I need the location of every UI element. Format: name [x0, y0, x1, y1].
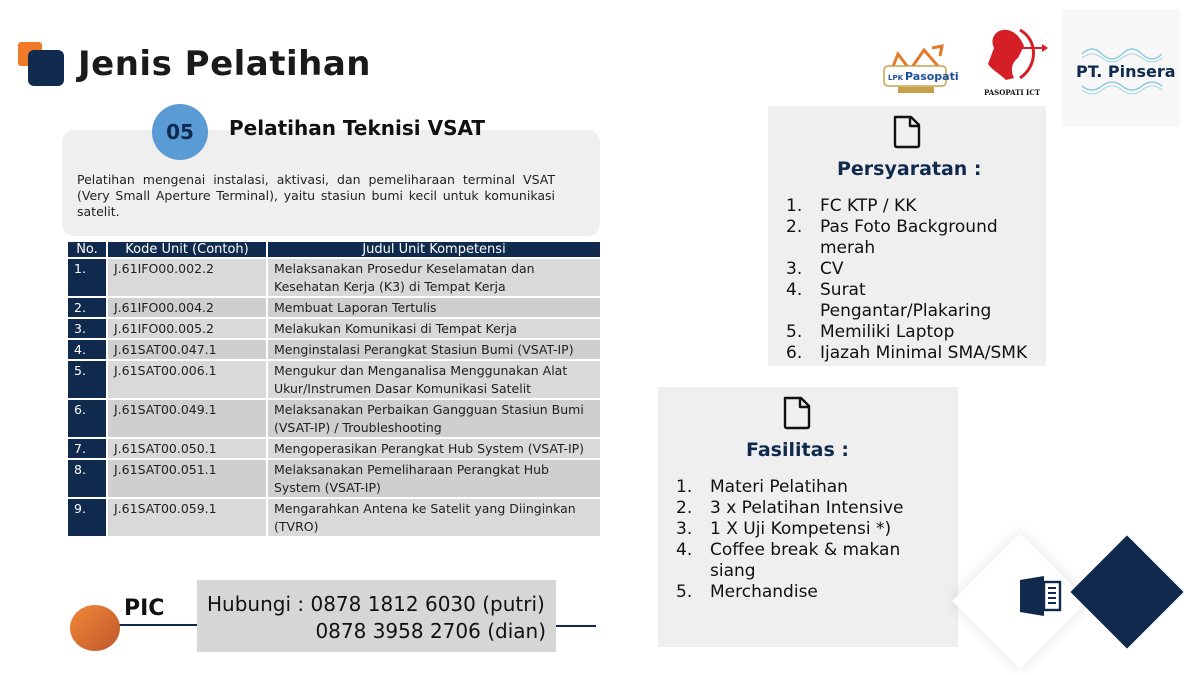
row-no: 4. [67, 339, 107, 360]
lpk-name: Pasopati [905, 70, 959, 83]
list-item-index: 2. [676, 498, 693, 518]
list-item [786, 280, 1038, 322]
list-item-index: 5. [786, 322, 803, 342]
pinsera-text: PT. Pinsera [1076, 62, 1176, 81]
table-header-row [67, 242, 601, 258]
fasilitas-title: Fasilitas : [746, 439, 849, 461]
list-item [676, 498, 938, 519]
list-item [786, 343, 1038, 364]
row-kode: J.61SAT00.006.1 [107, 360, 267, 399]
list-item-text: Materi Pelatihan [710, 477, 848, 497]
row-kode: J.61SAT00.050.1 [107, 438, 267, 459]
table-row [67, 498, 601, 537]
list-item-index: 3. [676, 519, 693, 539]
pic-contact-phone-1: Hubungi : 0878 1812 6030 (putri) [207, 592, 545, 616]
table-row [67, 438, 601, 459]
table-row [67, 459, 601, 498]
row-kode: J.61SAT00.049.1 [107, 399, 267, 438]
pic-contact-phone-2: 0878 3958 2706 (dian) [315, 619, 546, 643]
list-item [786, 196, 1038, 217]
list-item-text: Merchandise [710, 582, 818, 602]
list-item-index: 5. [676, 582, 693, 602]
list-item-text: CV [820, 259, 844, 279]
row-judul: Melaksanakan Pemeliharaan Perangkat Hub System (VSAT-IP) [267, 459, 601, 498]
pt-pinsera-logo [1062, 10, 1180, 126]
pasopati-ict-logo [980, 24, 1050, 100]
pic-orange-circle [70, 605, 120, 651]
row-judul: Membuat Laporan Tertulis [267, 297, 601, 318]
list-item-index: 1. [786, 196, 803, 216]
title-logo-mark [18, 42, 66, 90]
list-item-index: 4. [676, 540, 693, 560]
row-judul: Melaksanakan Prosedur Keselamatan dan Kesehatan Kerja (K3) di Tempat Kerja [267, 258, 601, 297]
row-no: 1. [67, 258, 107, 297]
list-item [786, 322, 1038, 343]
fasilitas-panel [658, 387, 958, 647]
list-item-text: Pas Foto Background merah [820, 217, 998, 258]
row-no: 6. [67, 399, 107, 438]
list-item [676, 519, 938, 540]
decorative-navy-diamond [1070, 535, 1183, 648]
row-judul: Menginstalasi Perangkat Stasiun Bumi (VSAT-IP) [267, 339, 601, 360]
row-kode: J.61IFO00.005.2 [107, 318, 267, 339]
page-title: Jenis Pelatihan [78, 44, 371, 84]
table-row [67, 360, 601, 399]
row-no: 3. [67, 318, 107, 339]
document-icon [891, 115, 923, 149]
row-kode: J.61SAT00.051.1 [107, 459, 267, 498]
list-item-text: 1 X Uji Kompetensi *) [710, 519, 892, 539]
lpk-logo-graphic [880, 40, 952, 96]
table-row [67, 399, 601, 438]
competency-unit-table [66, 242, 602, 538]
training-name: Pelatihan Teknisi VSAT [229, 116, 486, 140]
list-item-index: 3. [786, 259, 803, 279]
header-no: No. [67, 242, 107, 258]
list-item-index: 1. [676, 477, 693, 497]
row-kode: J.61IFO00.002.2 [107, 258, 267, 297]
lpk-logo-text [888, 70, 959, 83]
header-judul-unit: Judul Unit Kompetensi [267, 242, 601, 258]
table-row [67, 258, 601, 297]
pic-divider-left [118, 624, 198, 626]
fasilitas-list [676, 477, 938, 603]
list-item [786, 259, 1038, 280]
list-item-text: Memiliki Laptop [820, 322, 955, 342]
list-item [676, 582, 938, 603]
document-icon [781, 396, 813, 430]
persyaratan-panel [768, 106, 1046, 366]
title-mark-navy-square [28, 50, 64, 86]
row-judul: Mengukur dan Menganalisa Menggunakan Alat Ukur/Instrumen Dasar Komunikasi Satelit [267, 360, 601, 399]
row-no: 8. [67, 459, 107, 498]
row-no: 5. [67, 360, 107, 399]
row-judul: Mengoperasikan Perangkat Hub System (VSAT-IP) [267, 438, 601, 459]
pic-divider-right [556, 625, 596, 627]
header-kode-unit: Kode Unit (Contoh) [107, 242, 267, 258]
row-no: 2. [67, 297, 107, 318]
row-no: 7. [67, 438, 107, 459]
persyaratan-title: Persyaratan : [837, 158, 982, 180]
row-judul: Mengarahkan Antena ke Satelit yang Diinginkan (TVRO) [267, 498, 601, 537]
pic-contact-box [197, 580, 556, 652]
archer-logo-graphic [980, 24, 1050, 86]
table-row [67, 297, 601, 318]
row-judul: Melaksanakan Perbaikan Gangguan Stasiun Bumi (VSAT-IP) / Troubleshooting [267, 399, 601, 438]
training-number-badge: 05 [152, 104, 208, 160]
list-item-index: 4. [786, 280, 803, 300]
training-description: Pelatihan mengenai instalasi, aktivasi, dan pemeliharaan terminal VSAT (Very Small Aperture Terminal), yaitu stasiun bumi kecil untuk komunikasi satelit. [77, 172, 555, 219]
row-kode: J.61SAT00.059.1 [107, 498, 267, 537]
table-row [67, 339, 601, 360]
lpk-prefix: LPK [888, 74, 904, 82]
list-item-index: 6. [786, 343, 803, 363]
list-item [676, 477, 938, 498]
list-item-index: 2. [786, 217, 803, 237]
list-item [786, 217, 1038, 259]
list-item-text: Surat Pengantar/Plakaring [820, 280, 992, 321]
pasopati-ict-text: PASOPATI ICT [984, 88, 1041, 97]
list-item-text: Coffee break & makan siang [710, 540, 901, 581]
list-item-text: FC KTP / KK [820, 196, 917, 216]
pic-label: PIC [124, 596, 165, 621]
persyaratan-list [786, 196, 1038, 364]
document-list-icon [1016, 572, 1064, 620]
lpk-pasopati-logo [880, 40, 959, 96]
row-judul: Melakukan Komunikasi di Tempat Kerja [267, 318, 601, 339]
row-no: 9. [67, 498, 107, 537]
table-row [67, 318, 601, 339]
list-item [676, 540, 938, 582]
row-kode: J.61SAT00.047.1 [107, 339, 267, 360]
list-item-text: 3 x Pelatihan Intensive [710, 498, 904, 518]
list-item-text: Ijazah Minimal SMA/SMK [820, 343, 1028, 363]
row-kode: J.61IFO00.004.2 [107, 297, 267, 318]
